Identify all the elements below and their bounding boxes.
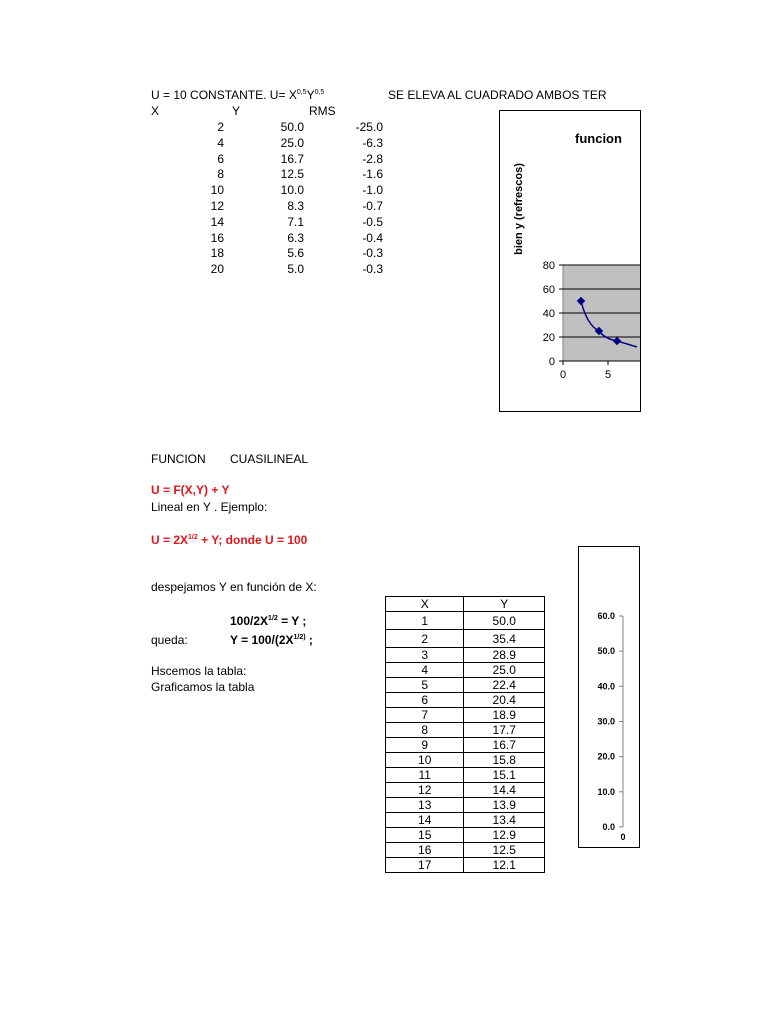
xy-table-row [386,768,545,783]
xy-table-row [386,708,545,723]
rms-cell-y: 5.6 [287,246,304,261]
rms-cell-x: 14 [210,214,224,229]
xy-header-x: X [386,597,464,612]
xy-cell-y: 50.0 [464,612,545,630]
equation-1-exp: 1/2 [268,615,278,622]
formula-ejemplo-b: + Y; donde U = 100 [197,533,308,547]
xy-cell-y: 15.8 [464,753,545,768]
rms-cell-x: 12 [210,199,224,213]
equation-2 [230,633,313,647]
xy-cell-x: 16 [386,843,464,858]
rms-cell-x: 16 [210,230,224,245]
xy-cell-x: 9 [386,738,464,753]
xy-cell-x: 15 [386,828,464,843]
xy-cell-y: 16.7 [464,738,545,753]
xy-table-row [386,612,545,630]
xy-cell-x: 2 [386,630,464,648]
despeje-text: despejamos Y en función de X: [151,580,317,594]
xy-table-row [386,828,545,843]
formula-general: U = F(X,Y) + Y [151,483,230,497]
col-rms-header: RMS [309,104,336,118]
chart-cuasilineal-svg [579,547,639,847]
lineal-note: Lineal en Y . Ejemplo: [151,500,268,514]
rms-cell-rms: -1.0 [362,183,383,198]
rms-cell-y: 5.0 [287,262,304,277]
y-tick-label: 0 [548,356,555,368]
chart-funcion [499,110,641,412]
y-tick-label: 60.0 [597,611,615,621]
equation-1 [230,614,306,628]
rms-cell-rms: -0.7 [362,199,383,213]
chart-title: funcion [575,131,622,146]
header-exp2: 0,5 [314,89,325,96]
formula-ejemplo [151,533,307,547]
formula-ejemplo-exp: 1/2 [188,534,198,541]
xy-cell-y: 12.9 [464,828,545,843]
xy-cell-y: 25.0 [464,663,545,678]
xy-table-row [386,630,545,648]
rms-cell-y: 16.7 [280,151,304,166]
rms-cell-rms: -6.3 [362,135,383,150]
header-line [151,88,324,102]
xy-cell-y: 18.9 [464,708,545,723]
xy-cell-y: 17.7 [464,723,545,738]
equation-2-exp: 1/2) [293,634,306,641]
rms-cell-x: 20 [210,262,224,277]
xy-table-row [386,783,545,798]
rms-cell-y: 25.0 [280,135,304,150]
xy-cell-x: 14 [386,813,464,828]
xy-cell-y: 13.4 [464,813,545,828]
xy-table-row [386,663,545,678]
xy-cell-y: 13.9 [464,798,545,813]
xy-cell-x: 11 [386,768,464,783]
rms-cell-y: 6.3 [287,230,304,245]
y-tick-label: 60 [542,284,555,296]
equation-2-b: ; [305,633,313,647]
xy-cell-x: 4 [386,663,464,678]
y-tick-label: 30.0 [597,716,615,727]
y-tick-label: 0.0 [602,822,615,832]
rms-cell-y: 7.1 [287,214,304,229]
y-tick-label: 40 [542,308,555,320]
xy-cell-y: 22.4 [464,678,545,693]
rms-cell-y: 10.0 [280,183,304,198]
rms-cell-x: 10 [210,183,224,198]
col-y-header: Y [232,104,241,118]
y-axis-label: bien y (refrescos) [513,163,525,255]
xy-table-row [386,858,545,873]
rms-cell-x: 6 [217,151,224,166]
xy-table [385,596,545,873]
xy-cell-x: 12 [386,783,464,798]
xy-cell-x: 6 [386,693,464,708]
xy-table-row [386,738,545,753]
xy-table-row [386,648,545,663]
col-x-header: X [151,104,160,118]
xy-cell-y: 12.1 [464,858,545,873]
xy-cell-x: 8 [386,723,464,738]
rms-cell-rms: -0.3 [362,262,383,277]
xy-header-y: Y [464,597,545,612]
xy-cell-y: 15.1 [464,768,545,783]
rms-cell-rms: -25.0 [355,120,383,134]
xy-cell-x: 13 [386,798,464,813]
rms-cell-y: 8.3 [287,199,304,213]
xy-cell-y: 12.5 [464,843,545,858]
y-tick-label: 10.0 [597,786,615,797]
xy-cell-x: 7 [386,708,464,723]
queda-label: queda: [151,633,188,647]
rms-cell-x: 8 [217,167,224,182]
xy-table-row [386,723,545,738]
rms-cell-rms: -0.3 [362,246,383,261]
rms-cell-x: 2 [217,120,224,134]
equation-1-b: = Y ; [277,614,307,628]
tabla-line-2: Graficamos la tabla [151,680,255,694]
x-tick-label: 5 [604,369,612,381]
xy-cell-x: 17 [386,858,464,873]
header-exp1: 0,5 [296,89,307,96]
equation-1-a: 100/2X [230,614,269,628]
chart-funcion-svg [500,111,640,411]
xy-cell-y: 28.9 [464,648,545,663]
rms-cell-rms: -1.6 [362,167,383,182]
xy-table-row [386,693,545,708]
xy-table-row [386,753,545,768]
xy-cell-x: 1 [386,612,464,630]
rms-cell-rms: -2.8 [362,151,383,166]
formula-ejemplo-a: U = 2X [151,533,189,547]
title-cuasilineal: CUASILINEAL [230,452,309,466]
x-tick-label: 0 [620,832,626,842]
rms-cell-x: 18 [210,246,224,261]
chart-cuasilineal [578,546,640,848]
y-tick-label: 50.0 [597,646,615,657]
y-tick-label: 20.0 [597,751,615,762]
rms-cell-y: 50.0 [280,120,304,134]
y-tick-label: 40.0 [597,681,615,692]
x-tick-label: 0 [559,369,567,381]
header-prefix: U = 10 CONSTANTE. U= X [151,88,297,102]
xy-cell-x: 5 [386,678,464,693]
xy-table-row [386,678,545,693]
title-funcion: FUNCION [151,452,206,466]
header-note: SE ELEVA AL CUADRADO AMBOS TER [388,88,607,102]
xy-table-row [386,843,545,858]
header-mid: Y [306,88,315,102]
rms-cell-rms: -0.5 [362,214,383,229]
xy-table-row [386,813,545,828]
xy-cell-x: 3 [386,648,464,663]
equation-2-a: Y = 100/(2X [230,633,294,647]
rms-cell-y: 12.5 [280,167,304,182]
tabla-line-1: Hscemos la tabla: [151,664,247,678]
xy-cell-x: 10 [386,753,464,768]
xy-cell-y: 35.4 [464,630,545,648]
xy-cell-y: 14.4 [464,783,545,798]
rms-cell-rms: -0.4 [362,230,383,245]
xy-table-row [386,798,545,813]
rms-cell-x: 4 [217,135,224,150]
y-tick-label: 80 [542,260,555,272]
y-tick-label: 20 [542,332,555,344]
xy-cell-y: 20.4 [464,693,545,708]
